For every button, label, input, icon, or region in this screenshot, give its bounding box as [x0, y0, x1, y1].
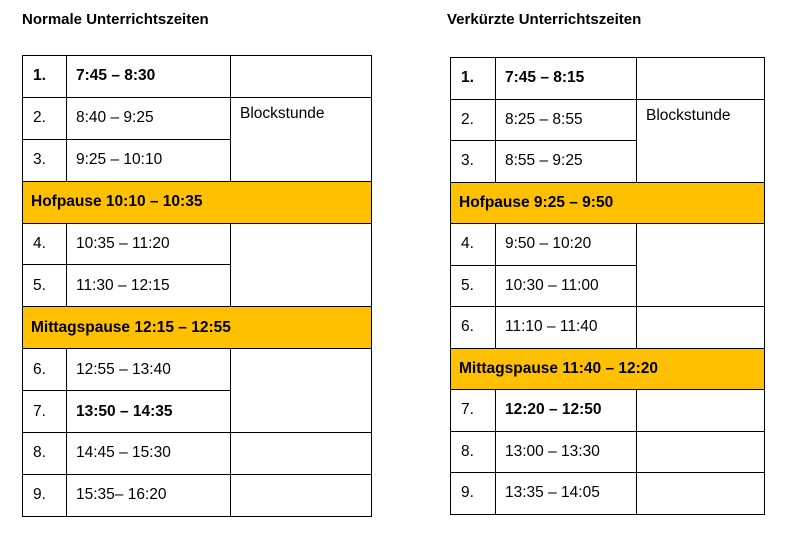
period-time: 13:35 – 14:05 — [496, 473, 637, 515]
period-number: 2. — [451, 99, 496, 141]
period-time: 9:25 – 10:10 — [67, 139, 231, 181]
period-number: 5. — [451, 265, 496, 307]
period-number: 8. — [23, 433, 67, 475]
period-time: 10:35 – 11:20 — [67, 223, 231, 265]
empty-cell — [231, 223, 372, 307]
period-time: 10:30 – 11:00 — [496, 265, 637, 307]
empty-cell — [231, 474, 372, 516]
table-row — [451, 99, 765, 141]
table-row — [451, 473, 765, 515]
period-number: 1. — [451, 58, 496, 100]
empty-cell — [231, 433, 372, 475]
period-number: 3. — [451, 141, 496, 183]
table-row — [23, 223, 372, 265]
empty-cell — [637, 431, 765, 473]
shortened-times-heading: Verkürzte Unterrichtszeiten — [447, 11, 642, 28]
normal-times-heading: Normale Unterrichtszeiten — [22, 11, 209, 28]
table-row — [451, 390, 765, 432]
period-time: 15:35– 16:20 — [67, 474, 231, 516]
break-label: Hofpause 9:25 – 9:50 — [451, 182, 765, 224]
break-label: Mittagspause 12:15 – 12:55 — [23, 307, 372, 349]
empty-cell — [231, 56, 372, 98]
period-number: 7. — [23, 391, 67, 433]
empty-cell — [637, 307, 765, 349]
period-time: 12:55 – 13:40 — [67, 349, 231, 391]
normal-schedule-table — [22, 55, 372, 517]
table-row — [451, 431, 765, 473]
period-time: 7:45 – 8:15 — [496, 58, 637, 100]
break-row — [451, 182, 765, 224]
period-time: 14:45 – 15:30 — [67, 433, 231, 475]
table-row — [23, 97, 372, 139]
table-row — [23, 56, 372, 98]
break-row — [23, 307, 372, 349]
period-number: 6. — [23, 349, 67, 391]
period-number: 9. — [23, 474, 67, 516]
period-time: 9:50 – 10:20 — [496, 224, 637, 266]
period-time: 8:55 – 9:25 — [496, 141, 637, 183]
period-time: 13:50 – 14:35 — [67, 391, 231, 433]
shortened-schedule-table — [450, 57, 765, 515]
table-row — [451, 58, 765, 100]
table-row — [23, 433, 372, 475]
period-number: 6. — [451, 307, 496, 349]
break-label: Mittagspause 11:40 – 12:20 — [451, 348, 765, 390]
empty-cell — [637, 224, 765, 307]
empty-cell — [637, 473, 765, 515]
period-number: 2. — [23, 97, 67, 139]
period-time: 13:00 – 13:30 — [496, 431, 637, 473]
empty-cell — [637, 58, 765, 100]
period-number: 9. — [451, 473, 496, 515]
period-time: 11:30 – 12:15 — [67, 265, 231, 307]
period-time: 12:20 – 12:50 — [496, 390, 637, 432]
empty-cell — [231, 349, 372, 433]
break-row — [23, 181, 372, 223]
table-row — [451, 307, 765, 349]
empty-cell — [637, 390, 765, 432]
period-number: 4. — [451, 224, 496, 266]
period-number: 1. — [23, 56, 67, 98]
period-time: 8:25 – 8:55 — [496, 99, 637, 141]
break-row — [451, 348, 765, 390]
period-time: 8:40 – 9:25 — [67, 97, 231, 139]
table-row — [23, 349, 372, 391]
period-number: 4. — [23, 223, 67, 265]
period-time: 7:45 – 8:30 — [67, 56, 231, 98]
table-row — [23, 474, 372, 516]
period-time: 11:10 – 11:40 — [496, 307, 637, 349]
period-number: 3. — [23, 139, 67, 181]
period-number: 8. — [451, 431, 496, 473]
table-row — [451, 224, 765, 266]
period-number: 5. — [23, 265, 67, 307]
break-label: Hofpause 10:10 – 10:35 — [23, 181, 372, 223]
period-number: 7. — [451, 390, 496, 432]
block-label: Blockstunde — [231, 97, 372, 181]
block-label: Blockstunde — [637, 99, 765, 182]
